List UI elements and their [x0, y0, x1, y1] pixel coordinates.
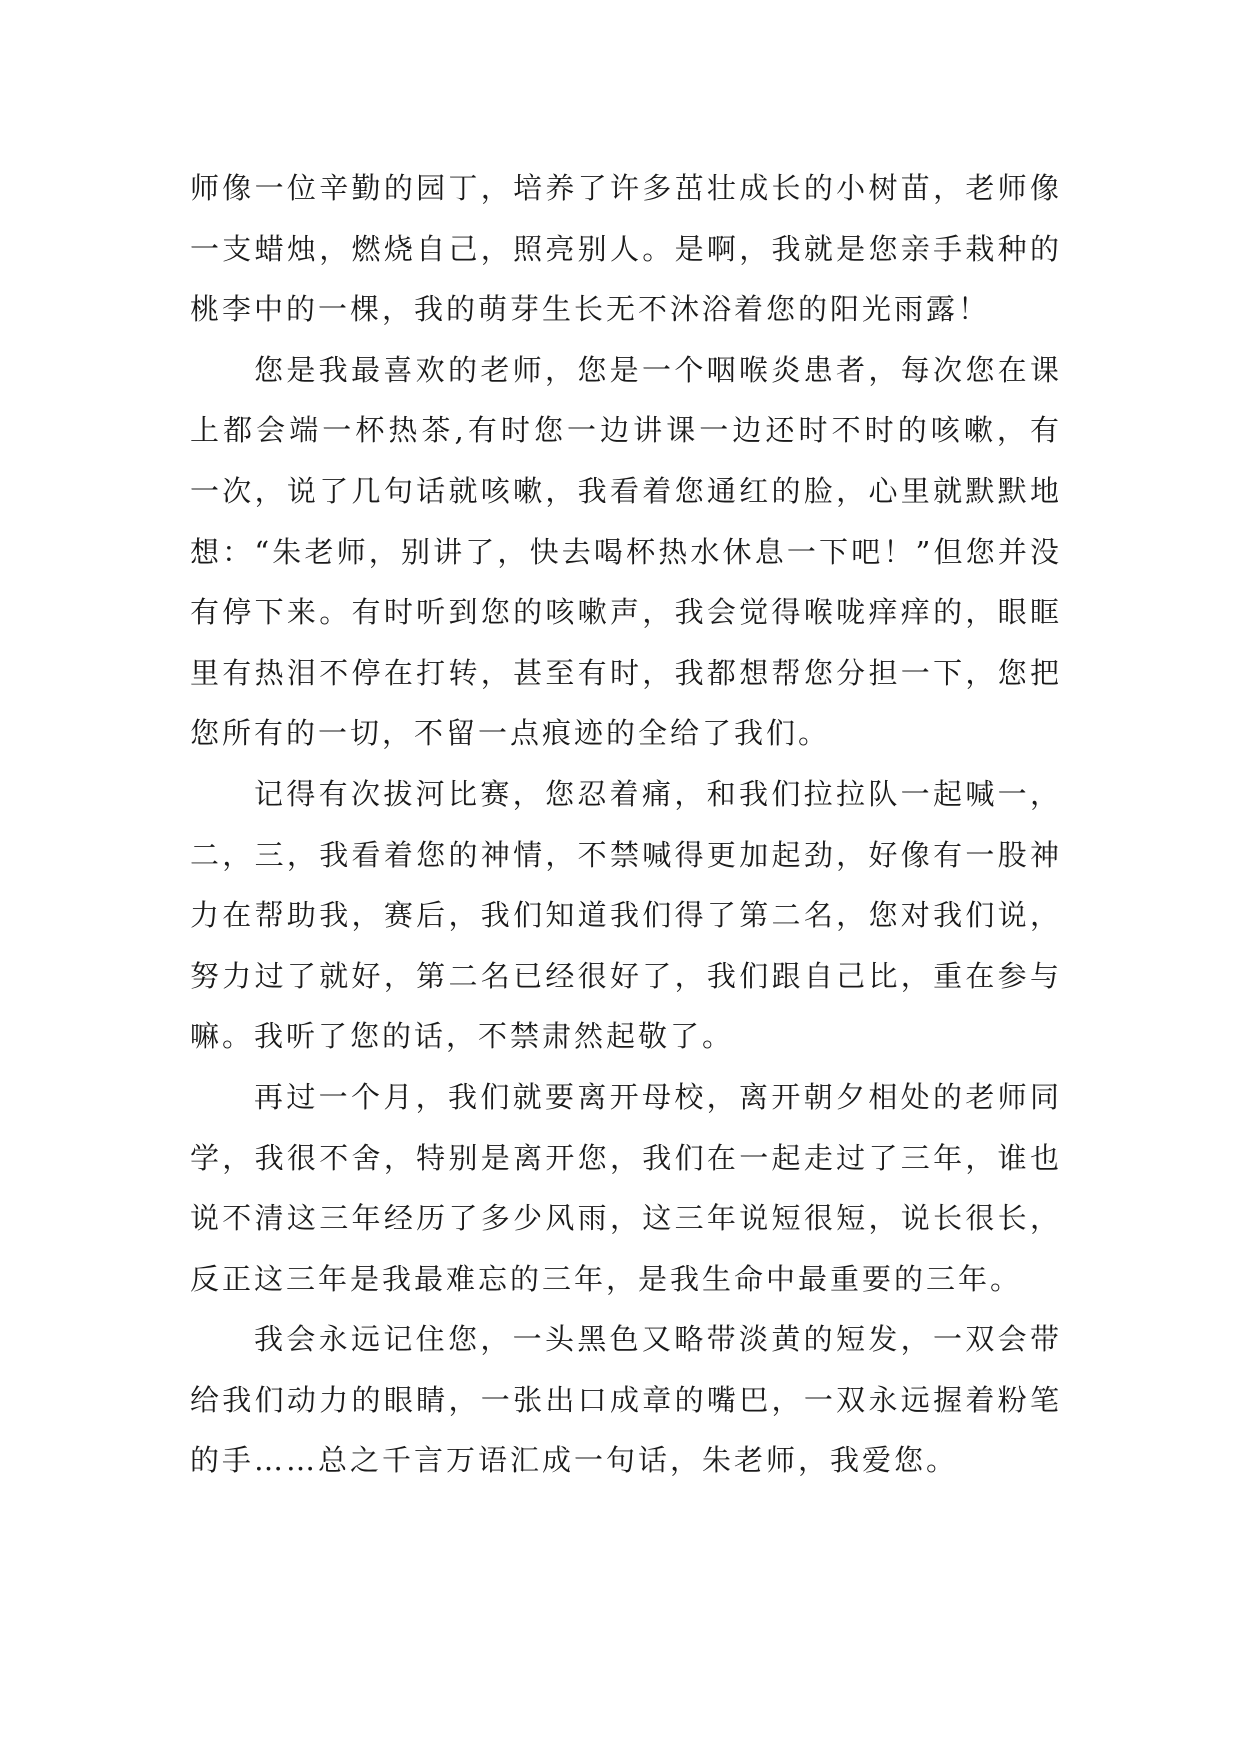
document-body: [190, 158, 1062, 1491]
paragraph-3: 记得有次拔河比赛，您忍着痛，和我们拉拉队一起喊一，二，三，我看着您的神情，不禁喊得更加起劲，好像有一股神力在帮助我，赛后，我们知道我们得了第二名，您对我们说，努力过了就好，第二名已经很好了，我们跟自己比，重在参与嘛。我听了您的话，不禁肃然起敬了。: [190, 776, 1062, 1054]
paragraph-4: 再过一个月，我们就要离开母校，离开朝夕相处的老师同学，我很不舍，特别是离开您，我们在一起走过了三年，谁也说不清这三年经历了多少风雨，这三年说短很短，说长很长，反正这三年是我最难忘的三年，是我生命中最重要的三年。: [190, 1079, 1062, 1296]
paragraph-1: 师像一位辛勤的园丁，培养了许多茁壮成长的小树苗，老师像一支蜡烛，燃烧自己，照亮别人。是啊，我就是您亲手栽种的桃李中的一棵，我的萌芽生长无不沐浴着您的阳光雨露！: [190, 171, 1062, 327]
paragraph-5: 我会永远记住您，一头黑色又略带淡黄的短发，一双会带给我们动力的眼睛，一张出口成章的嘴巴，一双永远握着粉笔的手……总之千言万语汇成一句话，朱老师，我爱您。: [190, 1322, 1062, 1478]
paragraph-2: 您是我最喜欢的老师，您是一个咽喉炎患者，每次您在课上都会端一杯热茶,有时您一边讲课一边还时不时的咳嗽，有一次，说了几句话就咳嗽，我看着您通红的脸，心里就默默地想：“朱老师，别讲了，快去喝杯热水休息一下吧！”但您并没有停下来。有时听到您的咳嗽声，我会觉得喉咙痒痒的，眼眶里有热泪不停在打转，甚至有时，我都想帮您分担一下，您把您所有的一切，不留一点痕迹的全给了我们。: [190, 352, 1062, 751]
